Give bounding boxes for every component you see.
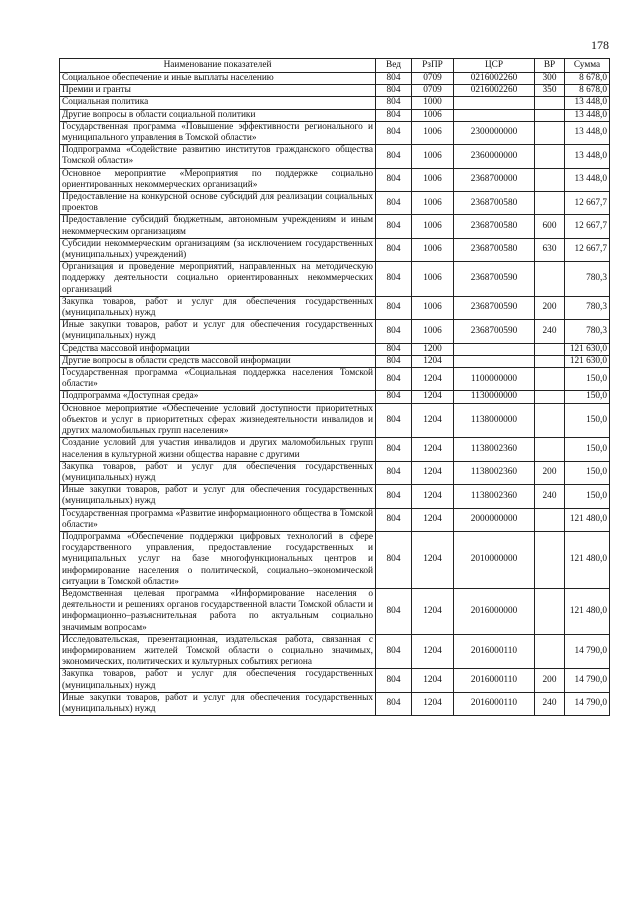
- cell-vr: 630: [535, 238, 565, 261]
- cell-rzpr: 1204: [412, 461, 454, 484]
- table-row: [60, 343, 610, 355]
- cell-csr: 2368700580: [454, 238, 535, 261]
- cell-vr: [535, 343, 565, 355]
- cell-vr: [535, 403, 565, 438]
- table-header-row: [60, 59, 610, 73]
- cell-vr: [535, 192, 565, 215]
- cell-rzpr: 1204: [412, 355, 454, 367]
- cell-name: Субсидии некоммерческим организациям (за исключением государственных (муниципальных) учреждений): [60, 238, 376, 261]
- cell-sum: 150,0: [565, 368, 610, 391]
- cell-ved: 804: [376, 368, 412, 391]
- cell-vr: 240: [535, 692, 565, 715]
- cell-sum: 13 448,0: [565, 168, 610, 191]
- cell-sum: 14 790,0: [565, 634, 610, 669]
- cell-ved: 804: [376, 438, 412, 461]
- table-row: [60, 692, 610, 715]
- cell-sum: 780,3: [565, 320, 610, 343]
- cell-vr: 600: [535, 215, 565, 238]
- cell-ved: 804: [376, 145, 412, 168]
- cell-csr: 2000000000: [454, 508, 535, 531]
- cell-vr: 200: [535, 669, 565, 692]
- cell-sum: 121 480,0: [565, 531, 610, 588]
- table-row: [60, 634, 610, 669]
- cell-sum: 12 667,7: [565, 238, 610, 261]
- cell-ved: 804: [376, 296, 412, 319]
- table-row: [60, 192, 610, 215]
- cell-vr: 300: [535, 73, 565, 85]
- cell-name: Премии и гранты: [60, 85, 376, 97]
- cell-ved: 804: [376, 634, 412, 669]
- cell-vr: [535, 97, 565, 109]
- cell-ved: 804: [376, 262, 412, 297]
- cell-csr: 2368700580: [454, 192, 535, 215]
- cell-rzpr: 1006: [412, 262, 454, 297]
- cell-csr: 2016000110: [454, 669, 535, 692]
- cell-name: Другие вопросы в области средств массовой информации: [60, 355, 376, 367]
- cell-vr: [535, 531, 565, 588]
- cell-ved: 804: [376, 320, 412, 343]
- cell-name: Создание условий для участия инвалидов и других маломобильных групп населения в культурной жизни общества наравне с другими: [60, 438, 376, 461]
- cell-csr: [454, 97, 535, 109]
- cell-name: Государственная программа «Социальная поддержка населения Томской области»: [60, 368, 376, 391]
- table-body: [60, 73, 610, 716]
- cell-sum: 8 678,0: [565, 73, 610, 85]
- cell-rzpr: 1006: [412, 109, 454, 121]
- cell-vr: [535, 121, 565, 144]
- cell-name: Иные закупки товаров, работ и услуг для обеспечения государственных (муниципальных) нужд: [60, 692, 376, 715]
- cell-name: Закупка товаров, работ и услуг для обеспечения государственных (муниципальных) нужд: [60, 461, 376, 484]
- cell-csr: 1138002360: [454, 485, 535, 508]
- cell-vr: [535, 109, 565, 121]
- table-row: [60, 262, 610, 297]
- cell-vr: [535, 634, 565, 669]
- cell-csr: 1138002360: [454, 438, 535, 461]
- cell-name: Основное мероприятие «Обеспечение условий доступности приоритетных объектов и услуг в приоритетных сферах жизнедеятельности инвалидов и других маломобильных групп населения»: [60, 403, 376, 438]
- cell-vr: [535, 368, 565, 391]
- cell-csr: 2368700000: [454, 168, 535, 191]
- cell-name: Подпрограмма «Доступная среда»: [60, 391, 376, 403]
- table-row: [60, 531, 610, 588]
- table-row: [60, 85, 610, 97]
- cell-csr: 0216002260: [454, 85, 535, 97]
- cell-name: Государственная программа «Повышение эффективности регионального и муниципального управления в Томской области»: [60, 121, 376, 144]
- table-row: [60, 403, 610, 438]
- cell-csr: 0216002260: [454, 73, 535, 85]
- cell-csr: 2368700590: [454, 320, 535, 343]
- cell-sum: 150,0: [565, 403, 610, 438]
- cell-ved: 804: [376, 192, 412, 215]
- cell-vr: [535, 588, 565, 634]
- cell-csr: 2010000000: [454, 531, 535, 588]
- cell-name: Закупка товаров, работ и услуг для обеспечения государственных (муниципальных) нужд: [60, 296, 376, 319]
- table-row: [60, 168, 610, 191]
- cell-rzpr: 1204: [412, 531, 454, 588]
- cell-sum: 780,3: [565, 296, 610, 319]
- table-row: [60, 485, 610, 508]
- cell-csr: 2368700590: [454, 296, 535, 319]
- cell-name: Предоставление субсидий бюджетным, автономным учреждениям и иным некоммерческим организациям: [60, 215, 376, 238]
- cell-rzpr: 1006: [412, 192, 454, 215]
- cell-vr: 200: [535, 461, 565, 484]
- table-row: [60, 508, 610, 531]
- cell-sum: 13 448,0: [565, 121, 610, 144]
- cell-vr: [535, 168, 565, 191]
- cell-csr: 2368700590: [454, 262, 535, 297]
- cell-vr: [535, 145, 565, 168]
- cell-ved: 804: [376, 531, 412, 588]
- cell-rzpr: 1006: [412, 296, 454, 319]
- cell-ved: 804: [376, 355, 412, 367]
- cell-rzpr: 1204: [412, 485, 454, 508]
- table-row: [60, 73, 610, 85]
- table-row: [60, 438, 610, 461]
- cell-ved: 804: [376, 238, 412, 261]
- cell-rzpr: 1006: [412, 145, 454, 168]
- header-sum: Сумма: [565, 59, 610, 73]
- cell-rzpr: 1006: [412, 238, 454, 261]
- cell-ved: 804: [376, 391, 412, 403]
- cell-rzpr: 1000: [412, 97, 454, 109]
- cell-sum: 12 667,7: [565, 215, 610, 238]
- cell-ved: 804: [376, 73, 412, 85]
- header-rzpr: РзПР: [412, 59, 454, 73]
- cell-csr: 1138002360: [454, 461, 535, 484]
- table-row: [60, 461, 610, 484]
- cell-sum: 13 448,0: [565, 97, 610, 109]
- cell-rzpr: 1204: [412, 588, 454, 634]
- cell-vr: 200: [535, 296, 565, 319]
- cell-rzpr: 0709: [412, 73, 454, 85]
- header-vr: ВР: [535, 59, 565, 73]
- cell-sum: 13 448,0: [565, 145, 610, 168]
- cell-ved: 804: [376, 485, 412, 508]
- cell-sum: 121 480,0: [565, 508, 610, 531]
- table-row: [60, 391, 610, 403]
- cell-vr: 240: [535, 485, 565, 508]
- cell-vr: 240: [535, 320, 565, 343]
- cell-vr: [535, 438, 565, 461]
- cell-csr: [454, 343, 535, 355]
- cell-rzpr: 1006: [412, 215, 454, 238]
- cell-sum: 14 790,0: [565, 669, 610, 692]
- cell-vr: 350: [535, 85, 565, 97]
- cell-sum: 150,0: [565, 391, 610, 403]
- cell-name: Исследовательская, презентационная, издательская работа, связанная с информированием жителей Томской области о социально значимых, экономических, политических и культурных событиях региона: [60, 634, 376, 669]
- cell-ved: 804: [376, 461, 412, 484]
- cell-ved: 804: [376, 508, 412, 531]
- header-name: Наименование показателей: [60, 59, 376, 73]
- cell-name: Средства массовой информации: [60, 343, 376, 355]
- cell-name: Подпрограмма «Содействие развитию институтов гражданского общества Томской области»: [60, 145, 376, 168]
- cell-ved: 804: [376, 669, 412, 692]
- cell-csr: 2016000000: [454, 588, 535, 634]
- cell-sum: 13 448,0: [565, 109, 610, 121]
- cell-ved: 804: [376, 403, 412, 438]
- page-number: 178: [591, 38, 609, 52]
- cell-ved: 804: [376, 97, 412, 109]
- cell-rzpr: 1204: [412, 634, 454, 669]
- cell-sum: 150,0: [565, 485, 610, 508]
- cell-sum: 780,3: [565, 262, 610, 297]
- cell-rzpr: 1006: [412, 168, 454, 191]
- cell-sum: 121 630,0: [565, 343, 610, 355]
- cell-sum: 150,0: [565, 438, 610, 461]
- cell-name: Другие вопросы в области социальной политики: [60, 109, 376, 121]
- cell-csr: 2360000000: [454, 145, 535, 168]
- table-row: [60, 355, 610, 367]
- cell-csr: [454, 109, 535, 121]
- header-csr: ЦСР: [454, 59, 535, 73]
- cell-sum: 121 630,0: [565, 355, 610, 367]
- cell-csr: 1130000000: [454, 391, 535, 403]
- table-row: [60, 121, 610, 144]
- cell-ved: 804: [376, 85, 412, 97]
- cell-name: Иные закупки товаров, работ и услуг для обеспечения государственных (муниципальных) нужд: [60, 320, 376, 343]
- cell-ved: 804: [376, 343, 412, 355]
- cell-name: Подпрограмма «Обеспечение поддержки цифровых технологий в сфере государственного управления, предоставление государственных и муниципальных услуг на базе многофункциональных центров и информирование населения о политической, социально–экономической ситуации в Томской области»: [60, 531, 376, 588]
- table-row: [60, 368, 610, 391]
- cell-rzpr: 1204: [412, 669, 454, 692]
- budget-table: [59, 58, 610, 716]
- cell-rzpr: 1204: [412, 391, 454, 403]
- cell-rzpr: 0709: [412, 85, 454, 97]
- cell-rzpr: 1006: [412, 121, 454, 144]
- cell-csr: 1138000000: [454, 403, 535, 438]
- cell-sum: 12 667,7: [565, 192, 610, 215]
- table-row: [60, 588, 610, 634]
- cell-csr: 2016000110: [454, 692, 535, 715]
- cell-ved: 804: [376, 121, 412, 144]
- cell-rzpr: 1200: [412, 343, 454, 355]
- cell-name: Ведомственная целевая программа «Информирование населения о деятельности и решениях органов государственной власти Томской области и информационно–разъяснительная работа по актуальным социально значимым вопросам»: [60, 588, 376, 634]
- cell-name: Закупка товаров, работ и услуг для обеспечения государственных (муниципальных) нужд: [60, 669, 376, 692]
- cell-name: Предоставление на конкурсной основе субсидий для реализации социальных проектов: [60, 192, 376, 215]
- cell-ved: 804: [376, 215, 412, 238]
- table-row: [60, 296, 610, 319]
- cell-name: Иные закупки товаров, работ и услуг для обеспечения государственных (муниципальных) нужд: [60, 485, 376, 508]
- cell-sum: 14 790,0: [565, 692, 610, 715]
- cell-sum: 8 678,0: [565, 85, 610, 97]
- table-row: [60, 669, 610, 692]
- cell-rzpr: 1204: [412, 403, 454, 438]
- cell-vr: [535, 508, 565, 531]
- cell-ved: 804: [376, 168, 412, 191]
- cell-csr: 2300000000: [454, 121, 535, 144]
- cell-vr: [535, 262, 565, 297]
- table-row: [60, 320, 610, 343]
- cell-csr: 2016000110: [454, 634, 535, 669]
- cell-vr: [535, 355, 565, 367]
- cell-sum: 150,0: [565, 461, 610, 484]
- cell-csr: 1100000000: [454, 368, 535, 391]
- cell-ved: 804: [376, 109, 412, 121]
- cell-rzpr: 1006: [412, 320, 454, 343]
- cell-rzpr: 1204: [412, 368, 454, 391]
- cell-name: Основное мероприятие «Мероприятия по поддержке социально ориентированных некоммерческих организаций»: [60, 168, 376, 191]
- cell-ved: 804: [376, 588, 412, 634]
- cell-csr: 2368700580: [454, 215, 535, 238]
- cell-name: Организация и проведение мероприятий, направленных на методическую поддержку деятельности социально ориентированных некоммерческих организаций: [60, 262, 376, 297]
- table-row: [60, 145, 610, 168]
- cell-rzpr: 1204: [412, 692, 454, 715]
- table-row: [60, 109, 610, 121]
- cell-name: Социальное обеспечение и иные выплаты населению: [60, 73, 376, 85]
- cell-sum: 121 480,0: [565, 588, 610, 634]
- cell-name: Социальная политика: [60, 97, 376, 109]
- cell-rzpr: 1204: [412, 508, 454, 531]
- table-row: [60, 97, 610, 109]
- cell-ved: 804: [376, 692, 412, 715]
- table-row: [60, 215, 610, 238]
- cell-csr: [454, 355, 535, 367]
- cell-rzpr: 1204: [412, 438, 454, 461]
- header-ved: Вед: [376, 59, 412, 73]
- table-row: [60, 238, 610, 261]
- cell-vr: [535, 391, 565, 403]
- cell-name: Государственная программа «Развитие информационного общества в Томской области»: [60, 508, 376, 531]
